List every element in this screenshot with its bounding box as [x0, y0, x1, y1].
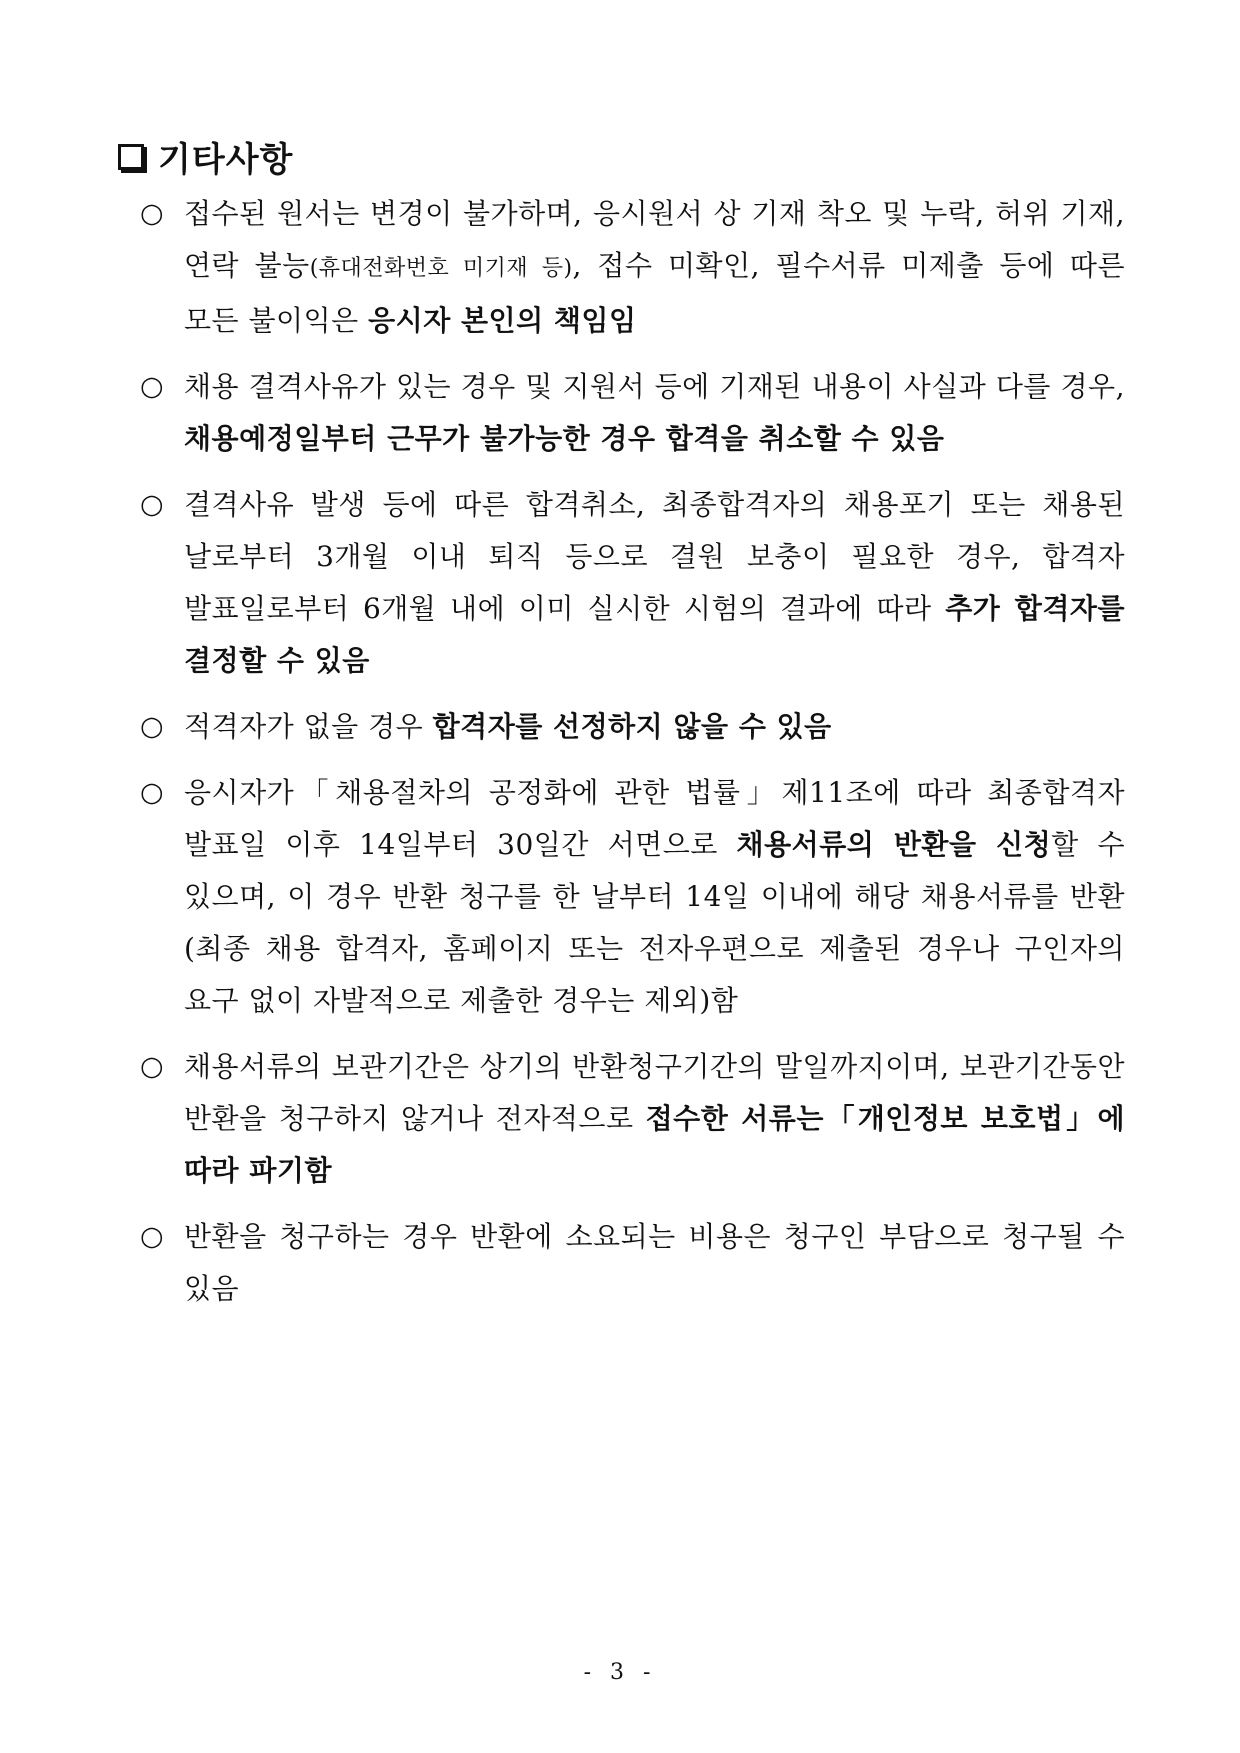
emphasis-text: 추가 합격자를 결정할 수 있음 — [184, 592, 1125, 677]
bullet-icon: ○ — [140, 1051, 164, 1082]
emphasis-text: 응시자 본인의 책임임 — [368, 304, 637, 337]
body-text: 결격사유 발생 등에 따른 합격취소, 최종합격자의 채용포기 또는 채용된 날로부터 3개월 이내 퇴직 등으로 결원 보충이 필요한 경우, 합격자 발표일로부터 6개월 내에 이미 실시한 시험의 결과에 따라 — [184, 488, 1125, 625]
body-text: , 접수 미확인, 필수서류 미제출 등에 따른 모든 불이익은 — [184, 249, 1125, 337]
list-item — [140, 1211, 1125, 1315]
checkbox-icon — [118, 144, 144, 170]
section-header — [118, 132, 293, 181]
body-text: 응시자가「채용절차의 공정화에 관한 법률」제11조에 따라 최종합격자 발표일 이후 14일부터 30일간 서면으로 — [184, 776, 1125, 861]
list-item — [140, 701, 1125, 753]
body-text: 할 수 있으며, 이 경우 반환 청구를 한 날부터 14일 이내에 해당 채용서류를 반환(최종 채용 합격자, 홈페이지 또는 전자우편으로 제출된 경우나 구인자의 요구 없이 자발적으로 제출한 경우는 제외)함 — [184, 828, 1125, 1017]
list-item-text — [184, 767, 1125, 1027]
bullet-icon: ○ — [140, 371, 164, 402]
small-text: (휴대전화번호 미기재 등) — [309, 256, 573, 281]
list-item — [140, 361, 1125, 465]
body-text: 채용 결격사유가 있는 경우 및 지원서 등에 기재된 내용이 사실과 다를 경우, — [184, 370, 1125, 403]
emphasis-text: 채용서류의 반환을 신청 — [736, 828, 1052, 861]
bullet-icon: ○ — [140, 711, 164, 742]
body-text: 채용서류의 보관기간은 상기의 반환청구기간의 말일까지이며, 보관기간동안 반환을 청구하지 않거나 전자적으로 — [184, 1050, 1125, 1135]
emphasis-text: 접수한 서류는「개인정보 보호법」에 따라 파기함 — [184, 1102, 1125, 1187]
body-text: 적격자가 없을 경우 — [184, 710, 433, 743]
page-number: - 3 - — [583, 1660, 657, 1685]
list-item-text — [184, 701, 1125, 753]
bullet-icon: ○ — [140, 198, 164, 229]
bullet-icon: ○ — [140, 489, 164, 520]
body-text: 접수된 원서는 변경이 불가하며, 응시원서 상 기재 착오 및 누락, 허위 기재, 연락 불능 — [184, 197, 1125, 282]
list-item — [140, 767, 1125, 1027]
list-item-text — [184, 1041, 1125, 1197]
emphasis-text: 채용예정일부터 근무가 불가능한 경우 합격을 취소할 수 있음 — [184, 422, 945, 455]
list-item-text — [184, 361, 1125, 465]
bullet-icon: ○ — [140, 1221, 164, 1252]
item-list — [140, 188, 1125, 1329]
body-text: 반환을 청구하는 경우 반환에 소요되는 비용은 청구인 부담으로 청구될 수 있음 — [184, 1220, 1125, 1305]
bullet-icon: ○ — [140, 777, 164, 808]
emphasis-text: 합격자를 선정하지 않을 수 있음 — [432, 710, 832, 743]
list-item — [140, 479, 1125, 687]
list-item-text — [184, 479, 1125, 687]
list-item-text — [184, 1211, 1125, 1315]
section-title: 기타사항 — [158, 140, 294, 180]
list-item-text — [184, 188, 1125, 347]
list-item — [140, 1041, 1125, 1197]
list-item — [140, 188, 1125, 347]
